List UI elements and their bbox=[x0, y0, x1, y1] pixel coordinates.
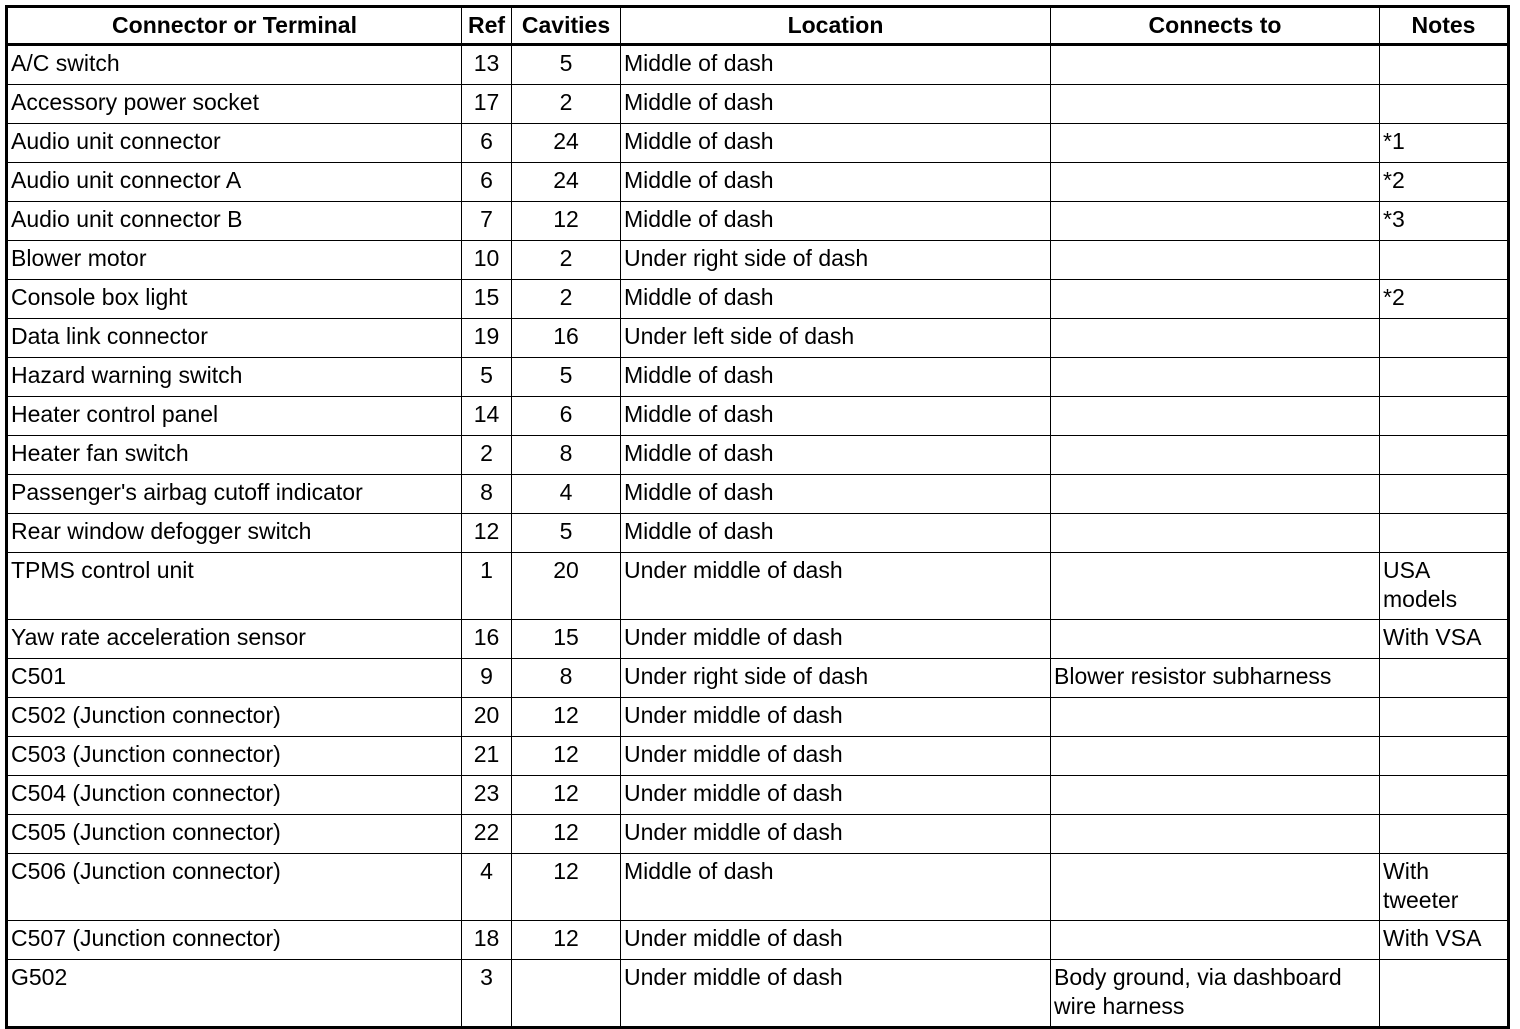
cell-ref: 6 bbox=[462, 163, 512, 202]
cell-ref: 21 bbox=[462, 737, 512, 776]
table-row bbox=[7, 163, 1509, 202]
cell-cavities: 12 bbox=[512, 921, 621, 960]
cell-cavities: 24 bbox=[512, 163, 621, 202]
cell-location: Middle of dash bbox=[621, 475, 1051, 514]
cell-connector: Blower motor bbox=[7, 241, 462, 280]
header-ref: Ref bbox=[462, 7, 512, 45]
cell-ref: 3 bbox=[462, 960, 512, 1028]
cell-connector: Passenger's airbag cutoff indicator bbox=[7, 475, 462, 514]
table-row bbox=[7, 776, 1509, 815]
cell-ref: 15 bbox=[462, 280, 512, 319]
cell-location: Middle of dash bbox=[621, 436, 1051, 475]
cell-connects-to bbox=[1051, 358, 1380, 397]
cell-connector: C503 (Junction connector) bbox=[7, 737, 462, 776]
cell-connector: C504 (Junction connector) bbox=[7, 776, 462, 815]
cell-location: Under middle of dash bbox=[621, 776, 1051, 815]
table-row bbox=[7, 280, 1509, 319]
cell-connector: C506 (Junction connector) bbox=[7, 854, 462, 921]
table-row bbox=[7, 960, 1509, 1028]
table-row bbox=[7, 85, 1509, 124]
cell-ref: 22 bbox=[462, 815, 512, 854]
cell-notes bbox=[1380, 475, 1509, 514]
cell-connects-to: Body ground, via dashboard wire harness bbox=[1051, 960, 1380, 1028]
cell-notes bbox=[1380, 776, 1509, 815]
table-row bbox=[7, 620, 1509, 659]
cell-location: Middle of dash bbox=[621, 514, 1051, 553]
cell-location: Middle of dash bbox=[621, 124, 1051, 163]
cell-connector: Yaw rate acceleration sensor bbox=[7, 620, 462, 659]
cell-cavities: 20 bbox=[512, 553, 621, 620]
cell-ref: 6 bbox=[462, 124, 512, 163]
cell-ref: 9 bbox=[462, 659, 512, 698]
cell-connects-to bbox=[1051, 124, 1380, 163]
cell-cavities: 2 bbox=[512, 241, 621, 280]
cell-connects-to bbox=[1051, 319, 1380, 358]
cell-connector: Audio unit connector B bbox=[7, 202, 462, 241]
cell-location: Under middle of dash bbox=[621, 737, 1051, 776]
header-cavities: Cavities bbox=[512, 7, 621, 45]
cell-connector: Accessory power socket bbox=[7, 85, 462, 124]
header-notes: Notes bbox=[1380, 7, 1509, 45]
cell-location: Under middle of dash bbox=[621, 921, 1051, 960]
cell-ref: 23 bbox=[462, 776, 512, 815]
cell-ref: 8 bbox=[462, 475, 512, 514]
cell-notes: With VSA bbox=[1380, 620, 1509, 659]
cell-connector: Audio unit connector bbox=[7, 124, 462, 163]
cell-cavities: 6 bbox=[512, 397, 621, 436]
cell-connector: Console box light bbox=[7, 280, 462, 319]
cell-connects-to bbox=[1051, 620, 1380, 659]
cell-connects-to bbox=[1051, 514, 1380, 553]
cell-location: Under left side of dash bbox=[621, 319, 1051, 358]
cell-cavities: 12 bbox=[512, 202, 621, 241]
cell-notes bbox=[1380, 960, 1509, 1028]
cell-ref: 16 bbox=[462, 620, 512, 659]
cell-connector: A/C switch bbox=[7, 45, 462, 85]
cell-cavities: 5 bbox=[512, 45, 621, 85]
header-connects-to: Connects to bbox=[1051, 7, 1380, 45]
cell-ref: 17 bbox=[462, 85, 512, 124]
cell-cavities: 12 bbox=[512, 698, 621, 737]
cell-notes bbox=[1380, 815, 1509, 854]
cell-cavities: 12 bbox=[512, 737, 621, 776]
cell-ref: 19 bbox=[462, 319, 512, 358]
cell-connects-to bbox=[1051, 854, 1380, 921]
cell-cavities: 16 bbox=[512, 319, 621, 358]
cell-location: Middle of dash bbox=[621, 163, 1051, 202]
cell-connector: G502 bbox=[7, 960, 462, 1028]
cell-cavities: 8 bbox=[512, 436, 621, 475]
cell-connector: Audio unit connector A bbox=[7, 163, 462, 202]
cell-notes: With VSA bbox=[1380, 921, 1509, 960]
cell-location: Under middle of dash bbox=[621, 698, 1051, 737]
cell-connector: Data link connector bbox=[7, 319, 462, 358]
cell-ref: 5 bbox=[462, 358, 512, 397]
cell-ref: 10 bbox=[462, 241, 512, 280]
table-row bbox=[7, 921, 1509, 960]
cell-connects-to bbox=[1051, 921, 1380, 960]
cell-location: Middle of dash bbox=[621, 280, 1051, 319]
cell-ref: 2 bbox=[462, 436, 512, 475]
cell-cavities: 15 bbox=[512, 620, 621, 659]
cell-notes bbox=[1380, 737, 1509, 776]
cell-notes bbox=[1380, 397, 1509, 436]
cell-connector: C502 (Junction connector) bbox=[7, 698, 462, 737]
cell-location: Under right side of dash bbox=[621, 659, 1051, 698]
cell-ref: 18 bbox=[462, 921, 512, 960]
connector-table bbox=[5, 5, 1510, 1029]
cell-location: Middle of dash bbox=[621, 45, 1051, 85]
cell-notes bbox=[1380, 698, 1509, 737]
cell-location: Middle of dash bbox=[621, 854, 1051, 921]
cell-notes: *2 bbox=[1380, 280, 1509, 319]
table-row bbox=[7, 45, 1509, 85]
cell-connects-to bbox=[1051, 553, 1380, 620]
cell-cavities bbox=[512, 960, 621, 1028]
cell-notes bbox=[1380, 358, 1509, 397]
table-row bbox=[7, 241, 1509, 280]
table-row bbox=[7, 319, 1509, 358]
cell-ref: 12 bbox=[462, 514, 512, 553]
cell-connector: TPMS control unit bbox=[7, 553, 462, 620]
cell-connects-to bbox=[1051, 85, 1380, 124]
header-location: Location bbox=[621, 7, 1051, 45]
cell-ref: 13 bbox=[462, 45, 512, 85]
table-row bbox=[7, 698, 1509, 737]
cell-notes bbox=[1380, 241, 1509, 280]
cell-notes bbox=[1380, 319, 1509, 358]
cell-ref: 1 bbox=[462, 553, 512, 620]
table-row bbox=[7, 358, 1509, 397]
cell-cavities: 8 bbox=[512, 659, 621, 698]
cell-connects-to bbox=[1051, 737, 1380, 776]
cell-connects-to bbox=[1051, 45, 1380, 85]
table-row bbox=[7, 737, 1509, 776]
cell-connects-to bbox=[1051, 280, 1380, 319]
cell-connects-to bbox=[1051, 436, 1380, 475]
cell-cavities: 2 bbox=[512, 85, 621, 124]
cell-location: Under middle of dash bbox=[621, 620, 1051, 659]
cell-notes: USA models bbox=[1380, 553, 1509, 620]
cell-ref: 14 bbox=[462, 397, 512, 436]
cell-notes: *3 bbox=[1380, 202, 1509, 241]
cell-connector: C505 (Junction connector) bbox=[7, 815, 462, 854]
cell-connects-to bbox=[1051, 698, 1380, 737]
cell-notes: *1 bbox=[1380, 124, 1509, 163]
cell-notes: *2 bbox=[1380, 163, 1509, 202]
cell-cavities: 24 bbox=[512, 124, 621, 163]
table-row bbox=[7, 202, 1509, 241]
cell-connector: Hazard warning switch bbox=[7, 358, 462, 397]
table-row bbox=[7, 124, 1509, 163]
cell-notes bbox=[1380, 514, 1509, 553]
cell-notes bbox=[1380, 436, 1509, 475]
cell-notes: With tweeter bbox=[1380, 854, 1509, 921]
cell-location: Under right side of dash bbox=[621, 241, 1051, 280]
cell-cavities: 5 bbox=[512, 358, 621, 397]
header-connector: Connector or Terminal bbox=[7, 7, 462, 45]
cell-connector: C507 (Junction connector) bbox=[7, 921, 462, 960]
cell-ref: 20 bbox=[462, 698, 512, 737]
cell-ref: 7 bbox=[462, 202, 512, 241]
cell-connects-to bbox=[1051, 397, 1380, 436]
cell-location: Middle of dash bbox=[621, 202, 1051, 241]
cell-connector: Heater fan switch bbox=[7, 436, 462, 475]
cell-connects-to bbox=[1051, 202, 1380, 241]
cell-cavities: 5 bbox=[512, 514, 621, 553]
table-row bbox=[7, 436, 1509, 475]
cell-notes bbox=[1380, 45, 1509, 85]
cell-connector: Rear window defogger switch bbox=[7, 514, 462, 553]
table-row bbox=[7, 815, 1509, 854]
cell-connects-to bbox=[1051, 776, 1380, 815]
cell-connector: C501 bbox=[7, 659, 462, 698]
cell-location: Under middle of dash bbox=[621, 815, 1051, 854]
table-row bbox=[7, 397, 1509, 436]
cell-cavities: 2 bbox=[512, 280, 621, 319]
cell-connects-to bbox=[1051, 241, 1380, 280]
cell-location: Middle of dash bbox=[621, 358, 1051, 397]
cell-location: Under middle of dash bbox=[621, 960, 1051, 1028]
table-header-row bbox=[7, 7, 1509, 45]
table-row bbox=[7, 553, 1509, 620]
table-row bbox=[7, 659, 1509, 698]
cell-cavities: 4 bbox=[512, 475, 621, 514]
cell-connects-to bbox=[1051, 163, 1380, 202]
cell-notes bbox=[1380, 659, 1509, 698]
table-row bbox=[7, 475, 1509, 514]
cell-ref: 4 bbox=[462, 854, 512, 921]
cell-connects-to bbox=[1051, 475, 1380, 514]
cell-connects-to: Blower resistor subharness bbox=[1051, 659, 1380, 698]
cell-location: Under middle of dash bbox=[621, 553, 1051, 620]
cell-connects-to bbox=[1051, 815, 1380, 854]
cell-location: Middle of dash bbox=[621, 85, 1051, 124]
table-row bbox=[7, 514, 1509, 553]
cell-cavities: 12 bbox=[512, 776, 621, 815]
cell-location: Middle of dash bbox=[621, 397, 1051, 436]
table-row bbox=[7, 854, 1509, 921]
cell-notes bbox=[1380, 85, 1509, 124]
cell-cavities: 12 bbox=[512, 815, 621, 854]
cell-cavities: 12 bbox=[512, 854, 621, 921]
cell-connector: Heater control panel bbox=[7, 397, 462, 436]
